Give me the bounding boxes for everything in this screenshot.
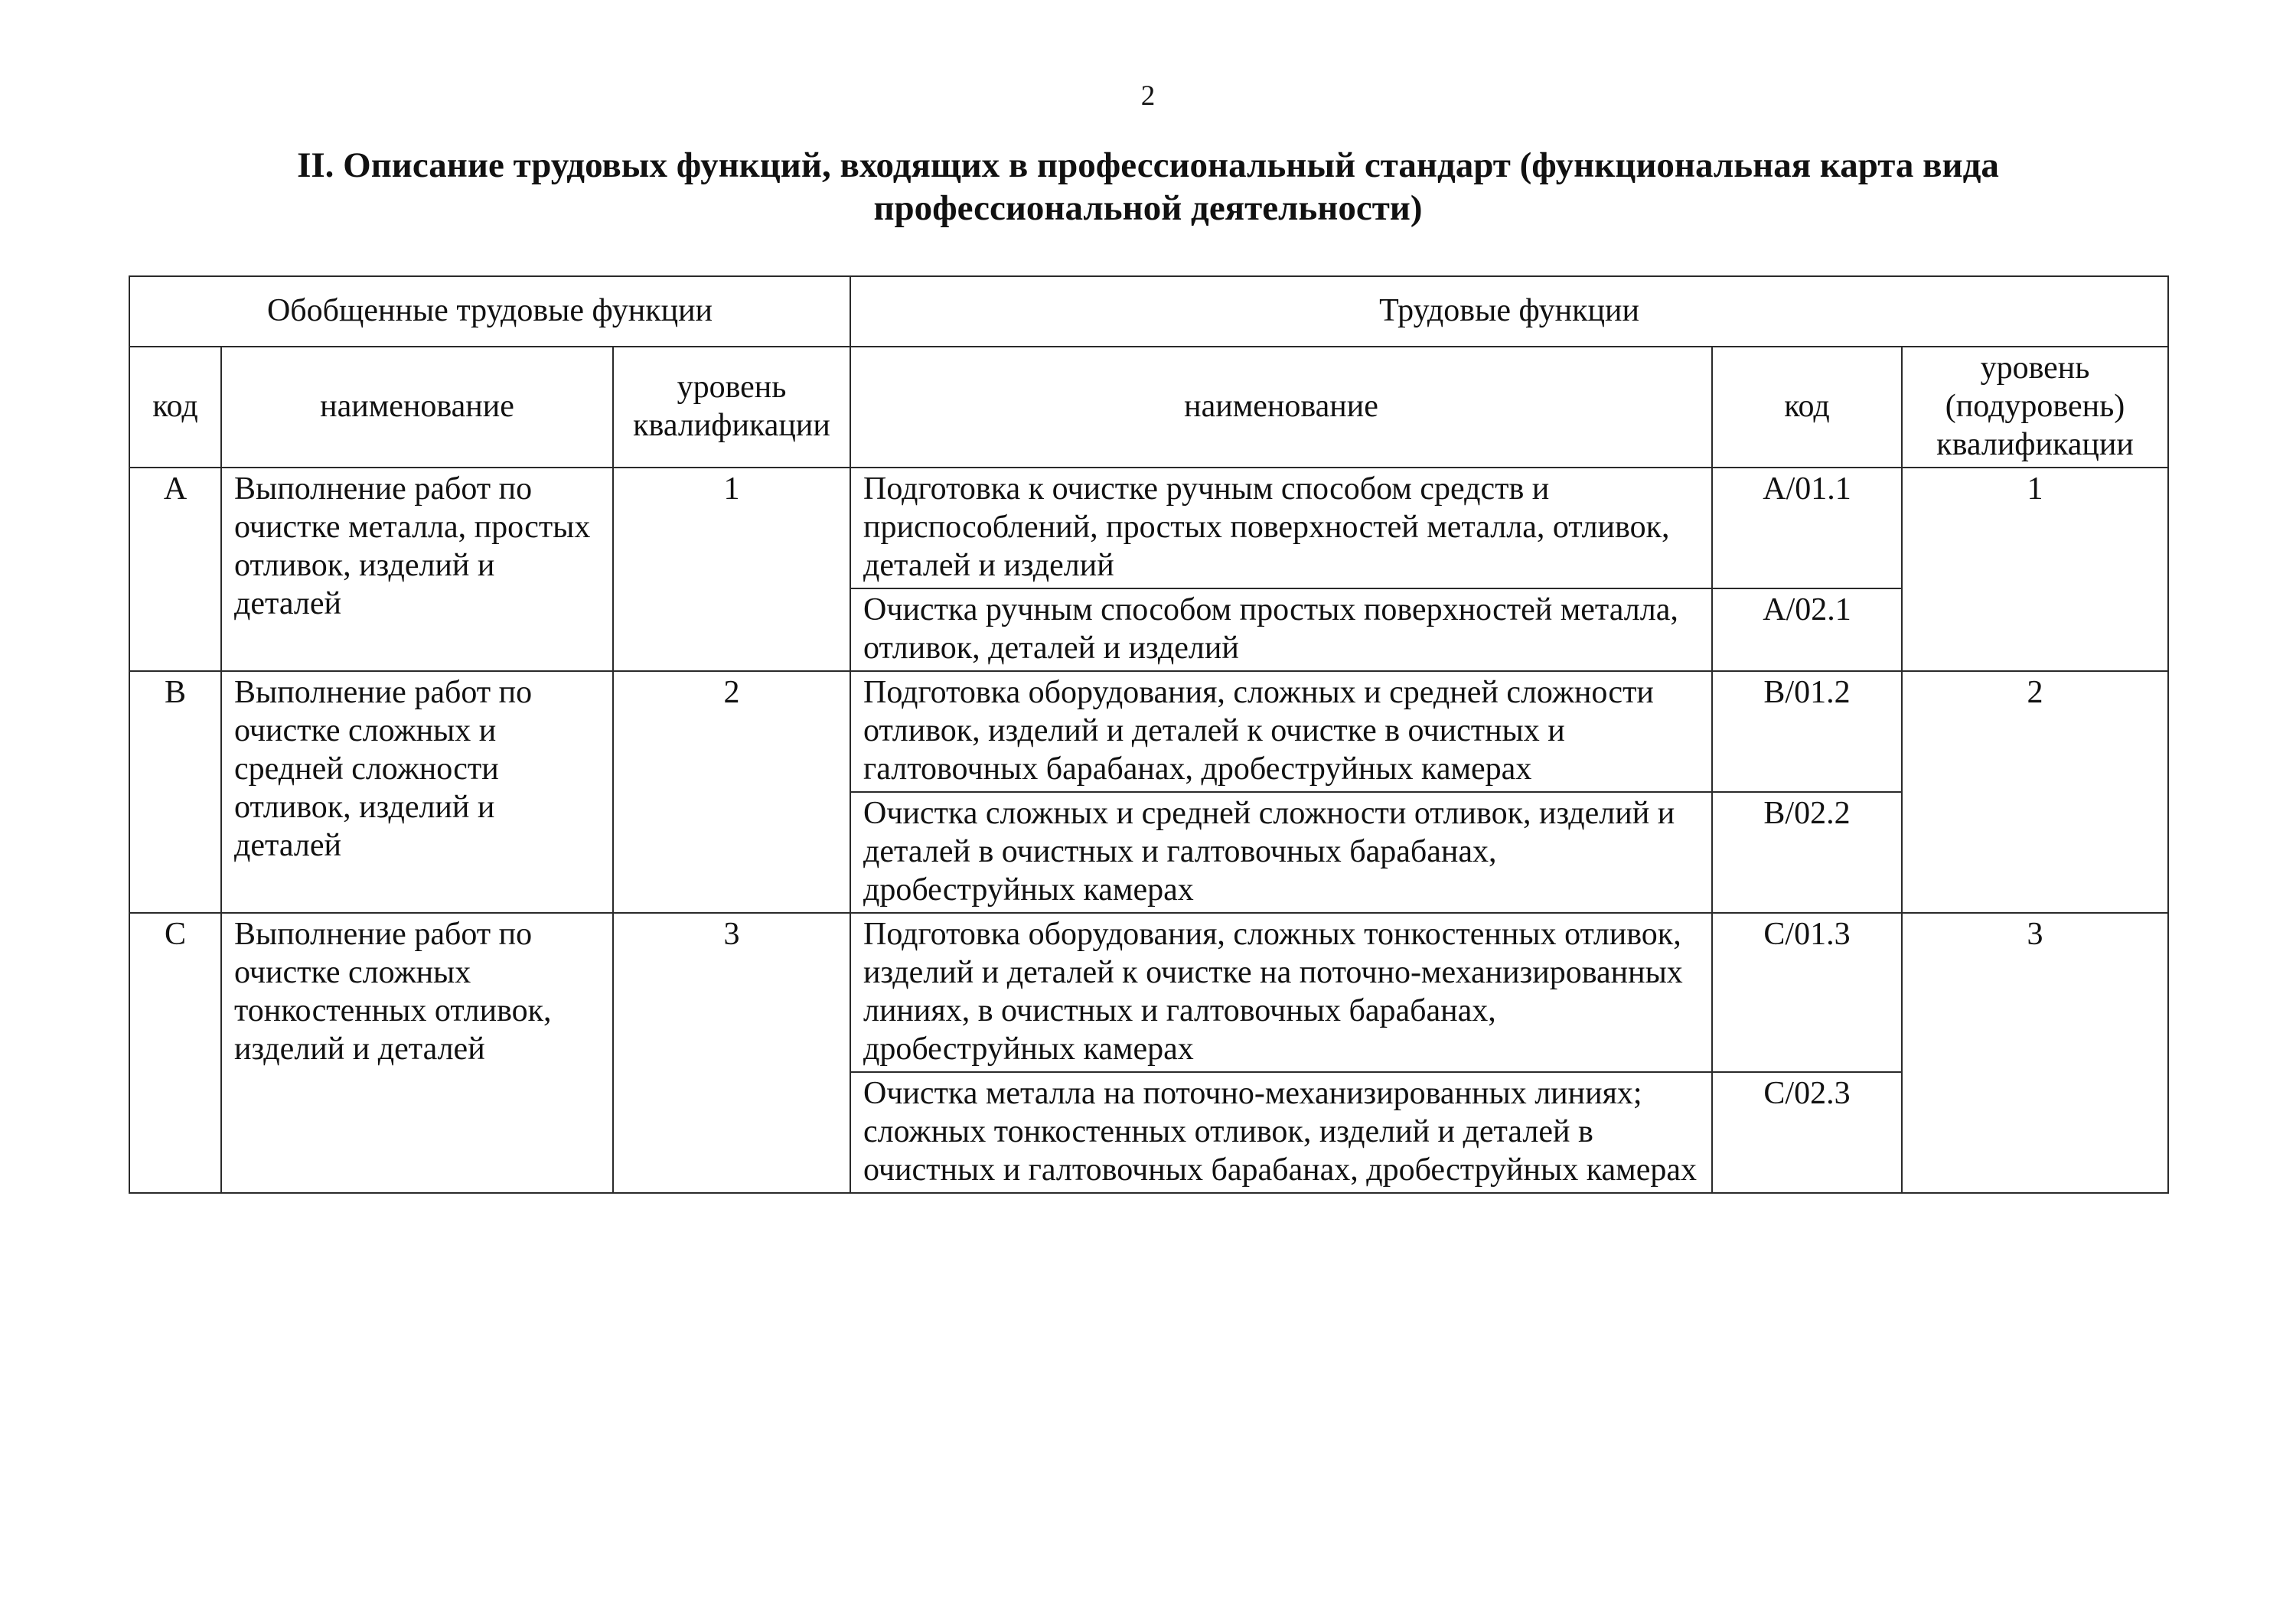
generalized-level: 3 [613, 913, 850, 1193]
function-sublevel: 3 [1902, 913, 2168, 1193]
function-name: Подготовка оборудования, сложных тонкостенных отливок, изделий и деталей к очистке на поточно-механизированных линиях, в очистных и галтовочных барабанах, дробеструйных камерах [850, 913, 1712, 1072]
generalized-code: B [129, 671, 221, 913]
functional-map-table [129, 275, 2169, 1194]
generalized-level: 1 [613, 468, 850, 671]
header-labor-functions: Трудовые функции [850, 276, 2168, 347]
page-number: 2 [1140, 80, 1156, 112]
function-name: Очистка сложных и средней сложности отливок, изделий и деталей в очистных и галтовочных барабанах, дробеструйных камерах [850, 792, 1712, 913]
header-code: код [129, 347, 221, 468]
header-level: уровень квалификации [613, 347, 850, 468]
generalized-name: Выполнение работ по очистке металла, простых отливок, изделий и деталей [221, 468, 613, 671]
function-name: Подготовка к очистке ручным способом средств и приспособлений, простых поверхностей металла, отливок, деталей и изделий [850, 468, 1712, 588]
function-code: A/01.1 [1712, 468, 1902, 588]
generalized-level: 2 [613, 671, 850, 913]
page-title [153, 144, 2143, 230]
function-code: C/01.3 [1712, 913, 1902, 1072]
function-code: A/02.1 [1712, 588, 1902, 671]
function-name: Очистка ручным способом простых поверхностей металла, отливок, деталей и изделий [850, 588, 1712, 671]
header-columns-row [129, 347, 2168, 468]
header-function-name: наименование [850, 347, 1712, 468]
generalized-name: Выполнение работ по очистке сложных тонкостенных отливок, изделий и деталей [221, 913, 613, 1193]
function-name: Очистка металла на поточно-механизированных линиях; сложных тонкостенных отливок, изделий и деталей в очистных и галтовочных барабанах, дробеструйных камерах [850, 1072, 1712, 1193]
function-code: C/02.3 [1712, 1072, 1902, 1193]
function-sublevel: 1 [1902, 468, 2168, 671]
generalized-code: C [129, 913, 221, 1193]
generalized-name: Выполнение работ по очистке сложных и средней сложности отливок, изделий и деталей [221, 671, 613, 913]
function-sublevel: 2 [1902, 671, 2168, 913]
header-sublevel: уровень (подуровень) квалификации [1902, 347, 2168, 468]
function-name: Подготовка оборудования, сложных и средней сложности отливок, изделий и деталей к очистке в очистных и галтовочных барабанах, дробеструйных камерах [850, 671, 1712, 792]
table-row [129, 913, 2168, 1072]
function-code: B/01.2 [1712, 671, 1902, 792]
header-name: наименование [221, 347, 613, 468]
header-function-code: код [1712, 347, 1902, 468]
generalized-code: A [129, 468, 221, 671]
function-code: B/02.2 [1712, 792, 1902, 913]
table-row [129, 671, 2168, 792]
title-line-1: II. Описание трудовых функций, входящих в профессиональный стандарт (функциональная карта вида [297, 145, 1999, 185]
title-line-2: профессиональной деятельности) [873, 188, 1423, 228]
table-row [129, 468, 2168, 588]
header-generalized-functions: Обобщенные трудовые функции [129, 276, 850, 347]
header-group-row [129, 276, 2168, 347]
